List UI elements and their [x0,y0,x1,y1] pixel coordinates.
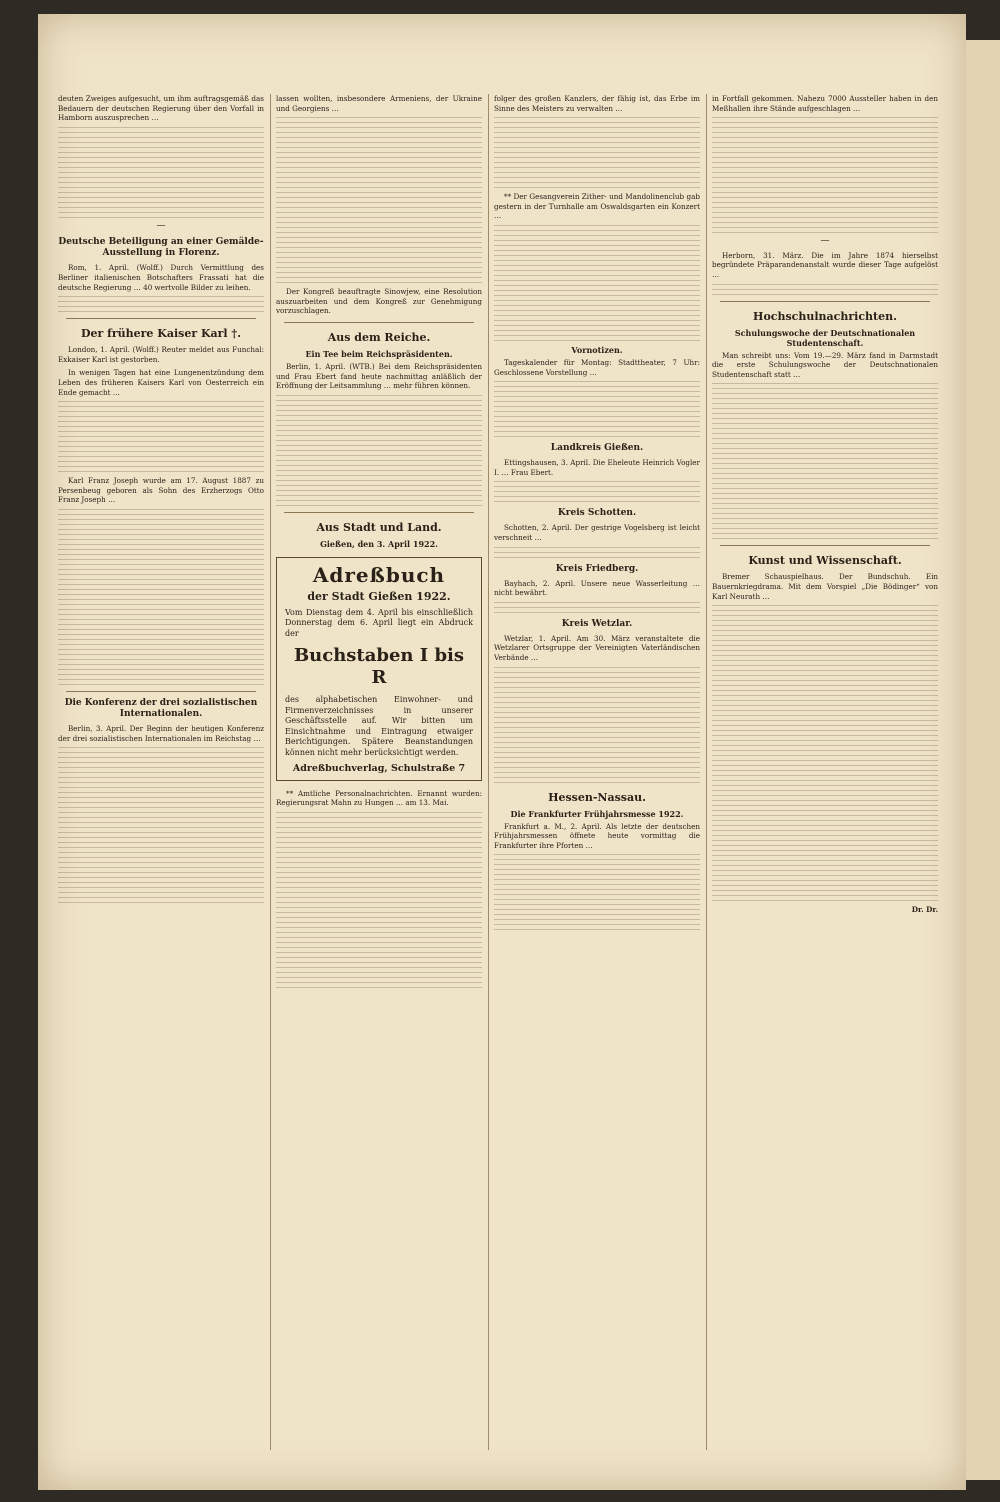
advertisement-adressbuch [276,557,482,781]
article-text: ** Der Gesangverein Zither- und Mandolinenclub gab gestern in der Turnhalle am Oswaldsgarten ein Konzert … [494,192,700,221]
column-4: in Fortfall gekommen. Nahezu 7000 Aussteller haben in den Meßhallen ihre Stände aufgeschlagen … — Herborn, 31. März. Die im Jahre 1874 hierselbst begründete Präparandenanstalt wurde dieser Tage aufgelöst … Hochschulnachrichten. Schulungswoche der Deutschnationalen Studentenschaft. Man schreibt uns: Vom 19.—29. März fand in Darmstadt die erste Schulungswoche der Deutschnationalen Studentenschaft statt … Kunst und Wissenschaft. Bremer Schauspielhaus. Der Bundschuh. Ein Bauernkriegdrama. Mit dem Vorspiel „Die Bödinger“ von Karl Neurath … Dr. Dr. [712,94,938,915]
dateline: Gießen, den 3. April 1922. [320,538,438,549]
article-text: Der Kongreß beauftragte Sinowjew, eine Resolution auszuarbeiten und dem Kongreß zur Genehmigung vorzuschlagen. [276,287,482,316]
article-heading: Kreis Friedberg. [555,563,639,574]
separator-dash: — [156,220,166,231]
adjacent-page-edge [966,40,1000,1480]
article-text: ** Amtliche Personalnachrichten. Ernannt wurden: Regierungsrat Mahn zu Hungen … am 13. Mai. [276,788,482,808]
section-heading: Kunst und Wissenschaft. [748,554,902,568]
article-heading: Schulungswoche der Deutschnationalen Studentenschaft. [734,327,916,348]
signature: Dr. Dr. [911,905,938,915]
article-text: Man schreibt uns: Vom 19.—29. März fand in Darmstadt die erste Schulungswoche der Deutschnationalen Studentenschaft statt … [712,350,938,379]
column-rule [706,94,707,1450]
article-text: In wenigen Tagen hat eine Lungenentzündung dem Leben des früheren Kaisers Karl von Oesterreich ein Ende gemacht … [58,368,264,397]
section-heading: Hochschulnachrichten. [753,309,897,323]
article-heading: Kreis Wetzlar. [561,618,633,629]
article-heading: Der frühere Kaiser Karl †. [80,327,242,341]
article-heading: Deutsche Beteiligung an einer Gemälde-Ausstellung in Florenz. [58,237,264,259]
article-heading: Die Frankfurter Frühjahrsmesse 1922. [510,808,684,819]
ad-highlight: Buchstaben I bis R [293,645,465,689]
section-heading: Aus Stadt und Land. [316,520,442,534]
article-heading: Landkreis Gießen. [550,443,644,454]
article-text: Berlin, 1. April. (WTB.) Bei dem Reichspräsidenten und Frau Ebert fand heute nachmittag anläßlich der Eröffnung der Leitsammlung … mehr führen können. [276,361,482,391]
article-heading: Die Konferenz der drei sozialistischen Internationalen. [64,697,258,719]
ad-intro: Vom Dienstag dem 4. April bis einschließlich Donnerstag dem 6. April liegt ein Abdruck der [285,607,473,638]
ad-footer: Adreßbuchverlag, Schulstraße 7 [292,763,466,775]
article-text: Tageskalender für Montag: Stadttheater, 7 Uhr: Geschlossene Vorstellung … [494,357,700,377]
article-text: Ettingshausen, 3. April. Die Eheleute Heinrich Vogler I. … Frau Ebert. [494,458,700,477]
article-text: Karl Franz Joseph wurde am 17. August 1887 zu Persenbeug geboren als Sohn des Erzherzogs Otto Franz Joseph … [58,476,264,505]
article-text: London, 1. April. (Wolff.) Reuter meldet aus Funchal: Exkaiser Karl ist gestorben. [58,345,264,364]
article-heading: Vornotizen. [571,344,623,355]
article-text: deuten Zweiges aufgesucht, um ihm auftragsgemäß das Bedauern der deutschen Regierung über den Vorfall in Hamborn auszusprechen … [58,94,264,123]
newspaper-page [38,14,966,1490]
section-heading: Hessen-Nassau. [548,790,646,804]
article-text: Herborn, 31. März. Die im Jahre 1874 hierselbst begründete Präparandenanstalt wurde dieser Tage aufgelöst … [712,250,938,279]
column-3 [494,94,700,1460]
column-rule [270,94,271,1450]
article-text: Frankfurt a. M., 2. April. Als letzte der deutschen Frühjahrsmessen öffnete heute vormittag die Frankfurter ihre Pforten … [494,821,700,850]
column-1 [58,94,264,1460]
article-text: Rom, 1. April. (Wolff.) Durch Vermittlung des Berliner italienischen Botschafters Frassati hat die deutsche Regierung … 40 wertvolle Bilder zu leihen. [58,263,264,292]
article-text: Bayhach, 2. April. Unsere neue Wasserleitung … nicht bewährt. [494,578,700,598]
ad-body: des alphabetischen Einwohner- und Firmenverzeichnisses in unserer Geschäftsstelle auf. Wir bitten um Einsichtnahme und Eintragung etwaiger Berichtigungen. Spätere Beanstandungen können nicht mehr berücksichtigt werden. [285,695,473,757]
column-2 [276,94,482,1460]
article-text: lassen wollten, insbesondere Armeniens, der Ukraine und Georgiens … [276,94,482,113]
article-heading: Ein Tee beim Reichspräsidenten. [305,348,453,359]
article-text: Bremer Schauspielhaus. Der Bundschuh. Ein Bauernkriegdrama. Mit dem Vorspiel „Die Bödinger“ von Karl Neurath … [712,572,938,601]
article-text: folger des großen Kanzlers, der fähig ist, das Erbe im Sinne des Meisters zu verwalten … [494,94,700,113]
ad-title: Adreßbuch [312,562,446,587]
article-text: in Fortfall gekommen. Nahezu 7000 Aussteller haben in den Meßhallen ihre Stände aufgeschlagen … [712,94,938,113]
article-text: Schotten, 2. April. Der gestrige Vogelsberg ist leicht verschneit … [494,523,700,542]
article-heading: Kreis Schotten. [557,508,637,519]
ad-subtitle: der Stadt Gießen 1922. [307,589,451,603]
section-heading: Aus dem Reiche. [327,330,431,344]
article-text: Berlin, 3. April. Der Beginn der heutigen Konferenz der drei sozialistischen Internationalen im Reichstag … [58,723,264,743]
article-text: Wetzlar, 1. April. Am 30. März veranstaltete die Wetzlarer Ortsgruppe der Vereinigten Vaterländischen Verbände … [494,633,700,662]
column-rule [488,94,489,1450]
